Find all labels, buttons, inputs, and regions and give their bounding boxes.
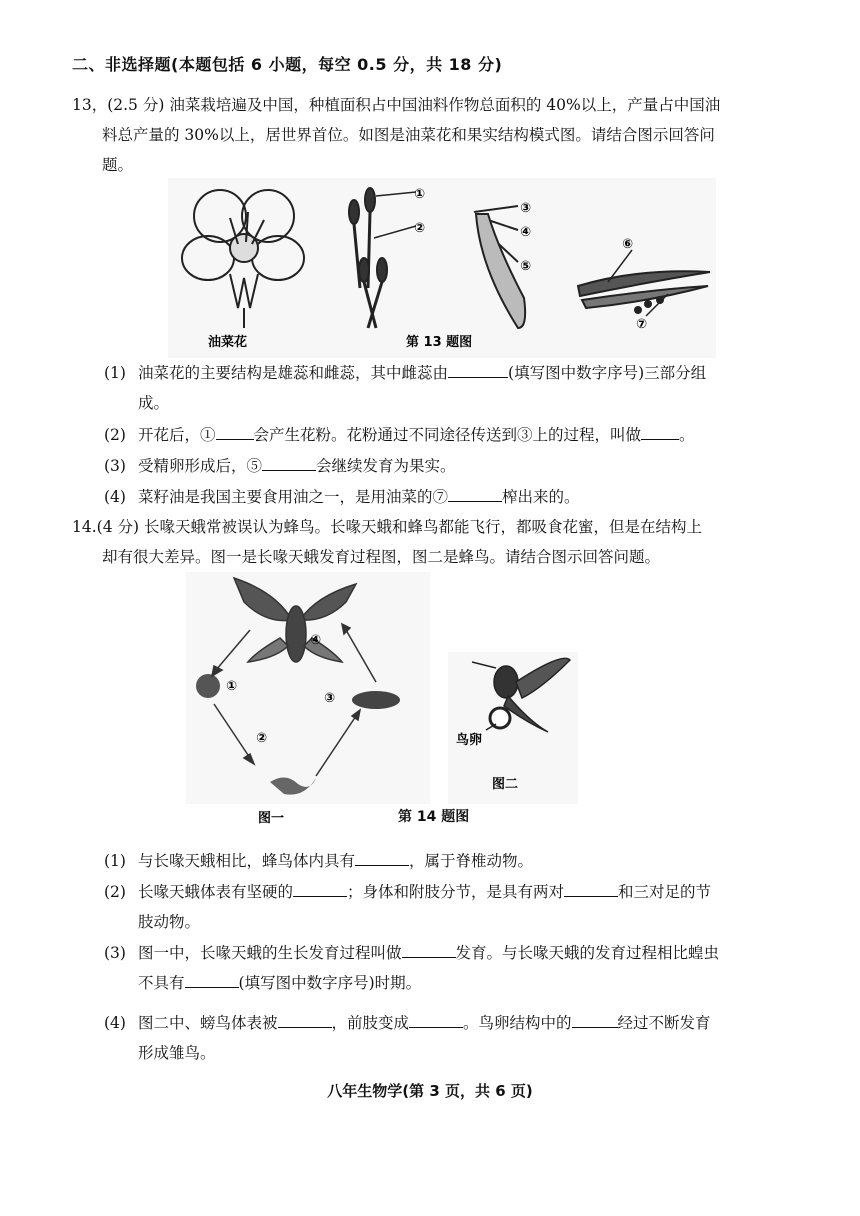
q13-stem-line1: 13，(2.5 分) 油菜栽培遍及中国，种植面积占中国油料作物总面积的 40%以上，产量占中国油 — [72, 96, 721, 114]
section-title: 二、非选择题(本题包括 6 小题，每空 0.5 分，共 18 分) — [72, 55, 503, 74]
q13-sub2-blank-1[interactable] — [216, 421, 254, 440]
q14-sub2-text-b: ；身体和附肢分节，是具有两对 — [347, 883, 565, 901]
marker-3: ③ — [520, 201, 532, 216]
q13-sub2-text-b: 会产生花粉。花粉通过不同途径传送到③上的过程，叫做 — [253, 426, 642, 444]
q14-sub3-blank-1[interactable] — [402, 939, 456, 958]
q14-stem-line1: 14.(4 分) 长喙天蛾常被误认为蜂鸟。长喙天蛾和蜂鸟都能飞行，都吸食花蜜，但是在结构上 — [72, 518, 702, 536]
q13-sub1-blank[interactable] — [448, 359, 508, 378]
q13-sub2-text-a: 开花后，① — [138, 426, 216, 444]
moth-egg-drawing — [196, 674, 220, 698]
q13-sub3 — [104, 451, 804, 481]
marker-1: ① — [414, 187, 426, 202]
q13-sub2-blank-2[interactable] — [641, 421, 679, 440]
flower-label: 油菜花 — [208, 335, 248, 350]
q14-sub4-text-b: ，前肢变成 — [331, 1014, 410, 1032]
q13-sub2-num: (2) — [104, 426, 126, 444]
moth-marker-3: ③ — [324, 691, 336, 706]
q13-sub2-text-c: 。 — [679, 426, 695, 444]
q13-stem-line3: 题。 — [102, 156, 134, 174]
fig2-label: 图二 — [492, 777, 519, 792]
moth-marker-1: ① — [226, 679, 238, 694]
q14-sub2-text-d: 肢动物。 — [138, 913, 201, 931]
q13-stem-line2: 料总产量的 30%以上，居世界首位。如图是油菜花和果实结构模式图。请结合图示回答问 — [102, 126, 715, 144]
q14-stem — [72, 512, 792, 572]
moth-marker-2: ② — [256, 731, 268, 746]
q13-sub1-text-c: 成。 — [138, 394, 170, 412]
q14-sub2-blank-1[interactable] — [293, 878, 347, 897]
marker-7: ⑦ — [636, 317, 648, 332]
q14-sub3 — [104, 938, 804, 998]
q13-sub4-num: (4) — [104, 488, 126, 506]
q14-sub3-blank-2[interactable] — [185, 969, 239, 988]
q13-sub4-blank[interactable] — [448, 483, 502, 502]
q14-stem-line2: 却有很大差异。图一是长喙天蛾发育过程图，图二是蜂鸟。请结合图示回答问题。 — [102, 548, 661, 566]
q14-sub2-text-a: 长喙天蛾体表有坚硬的 — [138, 883, 294, 901]
q13-caption: 第 13 题图 — [406, 335, 473, 350]
bird-egg-label: 鸟卵 — [456, 733, 483, 748]
q14-caption: 第 14 题图 — [398, 809, 470, 825]
q13-sub3-num: (3) — [104, 457, 126, 475]
page-footer: 八年生物学(第 3 页，共 6 页) — [327, 1082, 533, 1100]
q14-sub4-blank-1[interactable] — [278, 1009, 332, 1028]
q13-sub3-text-a: 受精卵形成后，⑤ — [138, 457, 263, 475]
q13-stem — [72, 90, 792, 180]
q14-sub3-text-b: 发育。与长喙天蛾的发育过程相比蝗虫 — [455, 944, 720, 962]
q14-figure — [186, 572, 586, 836]
q13-sub4-text-b: 榨出来的。 — [502, 488, 580, 506]
q14-sub3-num: (3) — [104, 944, 126, 962]
q14-sub4-text-d: 经过不断发育 — [617, 1014, 711, 1032]
q14-sub4-blank-2[interactable] — [409, 1009, 463, 1028]
q14-sub1 — [104, 846, 804, 876]
q13-sub1-text-b: (填写图中数字序号)三部分组 — [508, 364, 707, 382]
q13-sub1-text-a: 油菜花的主要结构是雄蕊和雌蕊，其中雌蕊由 — [138, 364, 449, 382]
marker-4: ④ — [520, 225, 532, 240]
q14-sub2-num: (2) — [104, 883, 126, 901]
q14-sub2 — [104, 877, 804, 937]
marker-2: ② — [414, 221, 426, 236]
q14-sub3-text-a: 图一中，长喙天蛾的生长发育过程叫做 — [138, 944, 402, 962]
fig1-label: 图一 — [258, 811, 285, 826]
moth-marker-4: ④ — [310, 633, 322, 648]
q14-sub2-text-c: 和三对足的节 — [618, 883, 712, 901]
q13-sub2 — [104, 420, 804, 450]
q14-sub3-text-d: (填写图中数字序号)时期。 — [238, 974, 422, 992]
q14-sub4-blank-3[interactable] — [572, 1009, 618, 1028]
marker-5: ⑤ — [520, 259, 532, 274]
q14-sub1-text-a: 与长喙天蛾相比，蜂鸟体内具有 — [138, 852, 356, 870]
q13-sub1 — [104, 358, 804, 418]
q14-sub4-text-c: 。鸟卵结构中的 — [463, 1014, 572, 1032]
marker-6: ⑥ — [622, 237, 634, 252]
q13-sub3-text-b: 会继续发育为果实。 — [316, 457, 456, 475]
q14-sub4 — [104, 1008, 804, 1068]
q14-sub4-text-e: 形成雏鸟。 — [138, 1044, 216, 1062]
q13-sub1-num: (1) — [104, 364, 126, 382]
q13-sub3-blank[interactable] — [262, 452, 316, 471]
q14-sub2-blank-2[interactable] — [564, 878, 618, 897]
q14-sub3-text-c: 不具有 — [138, 974, 185, 992]
moth-pupa-drawing — [352, 691, 400, 709]
q14-sub1-text-b: ，属于脊椎动物。 — [409, 852, 534, 870]
q13-sub4-text-a: 菜籽油是我国主要食用油之一，是用油菜的⑦ — [138, 488, 449, 506]
q14-sub1-num: (1) — [104, 852, 126, 870]
q14-sub1-blank[interactable] — [355, 847, 409, 866]
q14-sub4-text-a: 图二中、螃鸟体表被 — [138, 1014, 278, 1032]
q14-sub4-num: (4) — [104, 1014, 126, 1032]
q13-sub4 — [104, 482, 804, 512]
q13-figure — [168, 178, 716, 358]
